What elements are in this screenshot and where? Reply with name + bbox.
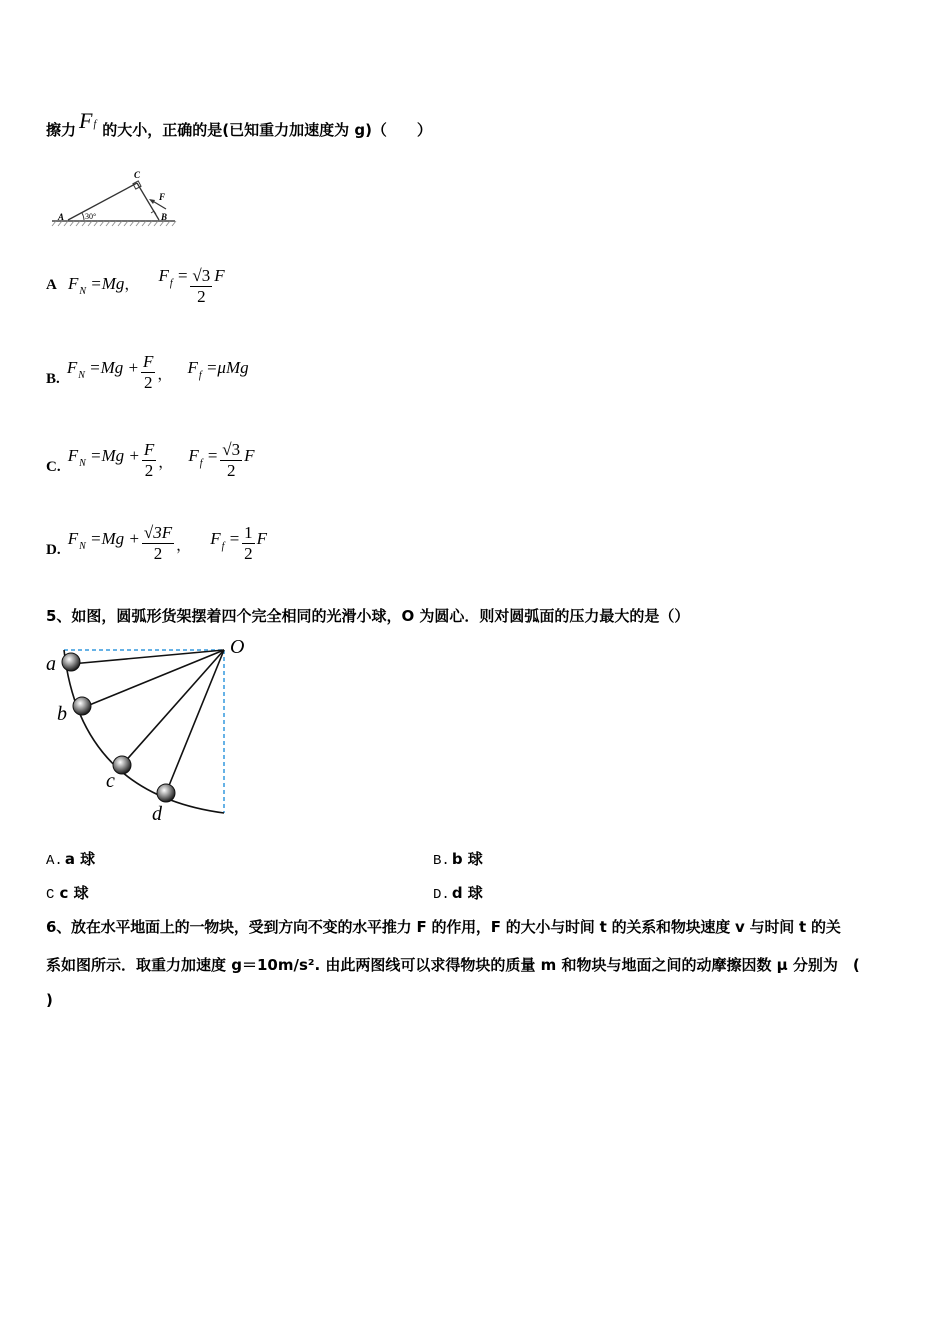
ff-expression: $F_f$ = <box>158 266 189 289</box>
q4-option-a: A $F_N =Mg$， $F_f$ = $\frac{√3}{2}$ F <box>46 266 225 306</box>
q6-line-1: 6、放在水平地面上的一物块，受到方向不变的水平推力 F 的作用，F 的大小与时间 t 的关系和物块速度 v 与时间 t 的关 <box>46 918 841 936</box>
q6-line-3: ) <box>46 991 53 1009</box>
ball-c <box>113 756 131 774</box>
option-label: A <box>46 277 57 293</box>
q5-choice-b: B. b 球 <box>433 850 483 869</box>
option-label: D. <box>46 542 61 558</box>
ff-fraction: $\frac{√3}{2}$ <box>222 440 241 480</box>
q5-choice-c: C c 球 <box>46 884 89 903</box>
fn-fraction: $\frac{F}{2}$ <box>143 440 155 480</box>
q4-stem-suffix: 的大小，正确的是(已知重力加速度为 g)（ ） <box>102 121 432 139</box>
ff-expression: $F_f$ = <box>188 446 219 469</box>
q5-choice-a: A. a 球 <box>46 850 96 869</box>
option-label: B. <box>46 371 60 387</box>
shelf-arc <box>64 650 224 813</box>
fn-fraction: $\frac{F}{2}$ <box>143 352 154 392</box>
q4-option-c: C. $F_N =Mg$ + $\frac{F}{2}$ ， $F_f$ = $\frac{√3}{2}$ F <box>46 440 255 480</box>
ball-b <box>73 697 91 715</box>
q4-fig-label-f: F <box>159 192 166 202</box>
q4-fig-label-c: C <box>134 170 141 180</box>
q5-stem: 5、如图，圆弧形货架摆着四个完全相同的光滑小球，O 为圆心．则对圆弧面的压力最大的是（） <box>46 607 690 625</box>
incline-cb <box>137 183 159 220</box>
label-o: O <box>230 636 245 658</box>
label-c: c <box>106 770 115 792</box>
label-d: d <box>152 803 162 825</box>
option-label: C. <box>46 459 61 475</box>
fn-expression: $F_N =Mg$ + <box>66 358 140 381</box>
label-b: b <box>57 703 67 725</box>
q4-option-b: B. $F_N =Mg$ + $\frac{F}{2}$ ， $F_f =\mu Mg$ <box>46 352 249 392</box>
fn-fraction: $\frac{√3F}{2}$ <box>143 523 173 563</box>
q4-stem-prefix: 擦力 <box>46 121 77 139</box>
incline-ac <box>68 183 137 220</box>
label-a: a <box>46 653 56 675</box>
q4-incline-figure <box>50 168 180 230</box>
ball-a <box>62 653 80 671</box>
q6-line-2: 系如图所示．取重力加速度 g＝10m/s². 由此两图线可以求得物块的质量 m 和物块与地面之间的动摩擦因数 μ 分别为 ( <box>46 956 860 974</box>
q5-choice-d: D. d 球 <box>433 884 483 903</box>
ff-expression: $F_f$ = <box>210 529 241 552</box>
q4-fig-label-angle: 30° <box>85 212 97 221</box>
ff-fraction: $\frac{1}{2}$ <box>244 523 253 563</box>
q4-fig-label-b: B <box>161 212 168 222</box>
q5-arc-shelf-figure <box>40 634 260 830</box>
q4-stem <box>46 108 432 140</box>
ff-expression: $F_f =\mu Mg$ <box>187 358 249 381</box>
ball-d <box>157 784 175 802</box>
q4-fig-label-a: A <box>58 212 65 222</box>
q4-option-d: D. $F_N =Mg$ + $\frac{√3F}{2}$ ， $F_f$ = $\frac{1}{2}$ F <box>46 523 267 563</box>
q4-stem-symbol: Ff <box>79 108 97 133</box>
fn-expression: $F_N =Mg$ + <box>67 529 140 552</box>
ff-fraction: $\frac{√3}{2}$ <box>192 266 211 306</box>
fn-expression: $F_N =Mg$ + <box>67 446 140 469</box>
fn-expression: $F_N =Mg$ <box>67 274 125 297</box>
